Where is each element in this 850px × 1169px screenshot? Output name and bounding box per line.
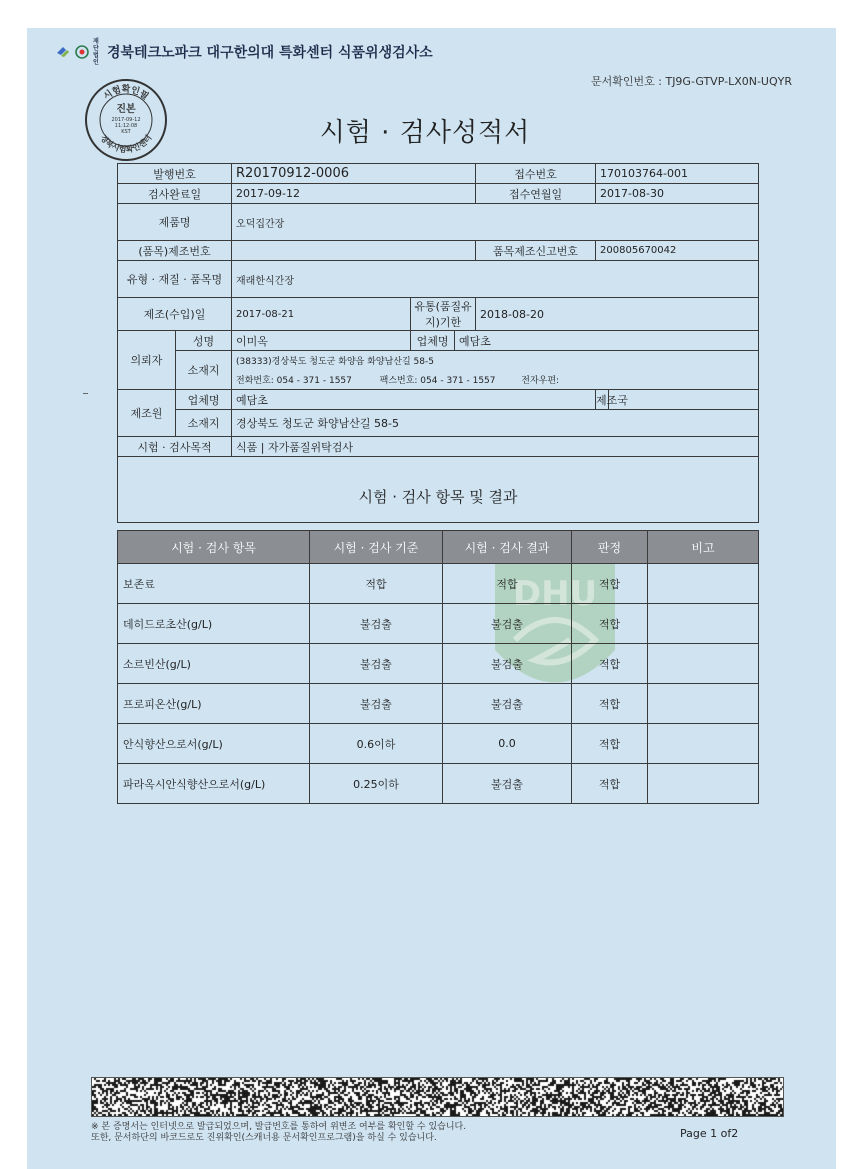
result-standard: 불검출 [310,644,443,684]
result-verdict: 적합 [572,644,648,684]
type-label: 유형 · 재질 · 품목명 [118,261,232,298]
header-standard: 시험 · 검사 기준 [310,531,443,564]
technopark-logo-icon [55,44,71,60]
expiry-label: 유통(품질유지)기한 [411,298,476,331]
margin-mark [83,393,88,394]
product-name-label: 제품명 [118,204,232,241]
table-row [118,724,759,764]
manufacturing-date: 2017-08-21 [232,298,411,331]
table-row [118,684,759,724]
report-number: 200805670042 [596,241,759,261]
stamp-center: 진본 [116,104,136,115]
manufacturing-number-label: (품목)제조번호 [118,241,232,261]
table-row [118,764,759,804]
result-value: 불검출 [443,764,572,804]
maker-company: 예담초 [232,390,596,410]
stamp-time: 11:12:08 [114,123,138,129]
result-value: 불검출 [443,684,572,724]
result-note [648,764,759,804]
info-table [117,163,759,523]
result-item: 파라옥시안식향산으로서(g/L) [118,764,310,804]
header-note: 비고 [648,531,759,564]
organization-name: 경북테크노파크 대구한의대 특화센터 식품위생검사소 [107,45,433,61]
page-header [55,38,433,66]
client-company-label: 업체명 [411,331,455,351]
client-address: (38333)경상북도 청도군 화양읍 화양남산길 58-5 [232,351,759,371]
result-verdict: 적합 [572,724,648,764]
purpose-label: 시험 · 검사목적 [118,437,232,457]
result-item: 보존료 [118,564,310,604]
maker-label: 제조원 [118,390,176,437]
completion-date-label: 검사완료일 [118,184,232,204]
client-company: 예담초 [455,331,759,351]
footer-notice-line-2: 또한, 문서하단의 바코드로도 진위확인(스캐너용 문서확인프로그램)을 하실 수 있습니다. [91,1133,437,1143]
receipt-number-label: 접수번호 [476,164,596,184]
document-title: 시험 · 검사성적서 [319,118,531,148]
result-note [648,604,759,644]
result-verdict: 적합 [572,764,648,804]
client-contact [232,370,759,390]
result-item: 프로피온산(g/L) [118,684,310,724]
result-standard: 불검출 [310,684,443,724]
verification-barcode [91,1077,784,1117]
client-name: 이미옥 [232,331,411,351]
client-fax: 팩스번호: 054 - 371 - 1557 [379,376,496,386]
report-number-label: 품목제조신고번호 [476,241,596,261]
client-address-label: 소재지 [176,351,232,390]
result-value: 0.0 [443,724,572,764]
purpose-value: 식품 | 자가품질위탁검사 [232,437,759,457]
footer-notice [91,1122,466,1144]
table-row [118,644,759,684]
result-value: 불검출 [443,604,572,644]
stamp-zone: KST [121,129,131,135]
manufacturing-number [232,241,476,261]
receipt-date-label: 접수연월일 [476,184,596,204]
maker-address: 경상북도 청도군 화양남산길 58-5 [232,410,759,437]
client-email: 전자우편: [521,376,560,386]
result-note [648,684,759,724]
table-row [118,604,759,644]
client-label: 의뢰자 [118,331,176,390]
maker-company-label: 업체명 [176,390,232,410]
receipt-date: 2017-08-30 [596,184,759,204]
header-result: 시험 · 검사 결과 [443,531,572,564]
footer-notice-line-1: ※ 본 증명서는 인터넷으로 발급되었으며, 발급번호를 통하여 위변조 여부를 확인할 수 있습니다. [91,1122,467,1132]
results-table [117,530,759,804]
document-check-number: 문서확인번호 : TJ9G-GTVP-LX0N-UQYR [591,75,792,88]
result-verdict: 적합 [572,684,648,724]
completion-date: 2017-09-12 [232,184,476,204]
result-value: 불검출 [443,644,572,684]
issue-number-label: 발행번호 [118,164,232,184]
country-value [609,390,759,410]
result-note [648,564,759,604]
results-section-title: 시험 · 검사 항목 및 결과 [118,457,759,523]
expiry-date: 2018-08-20 [476,298,759,331]
result-note [648,724,759,764]
result-item: 소르빈산(g/L) [118,644,310,684]
type-value: 재래한식간장 [232,261,759,298]
country-label: 제조국 [596,390,609,410]
manufacturing-date-label: 제조(수입)일 [118,298,232,331]
product-name: 오덕집간장 [232,204,759,241]
client-phone: 전화번호: 054 - 371 - 1557 [236,376,352,386]
result-note [648,644,759,684]
result-verdict: 적합 [572,564,648,604]
stamp-date: 2017-09-12 [111,117,141,123]
result-verdict: 적합 [572,604,648,644]
receipt-number: 170103764-001 [596,164,759,184]
foundation-tag: 재단 법인 [93,38,99,66]
stamp-arc-top: 시험확인필 [102,85,150,103]
table-row [118,564,759,604]
result-standard: 0.6이하 [310,724,443,764]
stamp-arc-bottom: 경북시험확인센터 [98,133,154,155]
watermark-text: DHU [512,574,598,614]
result-item: 안식향산으로서(g/L) [118,724,310,764]
maker-address-label: 소재지 [176,410,232,437]
svg-text:시험확인필 [101,83,151,102]
header-item: 시험 · 검사 항목 [118,531,310,564]
result-item: 데히드로초산(g/L) [118,604,310,644]
issue-number: R20170912-0006 [232,164,476,184]
result-value: 적합 [443,564,572,604]
emblem-icon [75,45,89,59]
header-verdict: 판정 [572,531,648,564]
result-standard: 0.25이하 [310,764,443,804]
results-header-row [118,531,759,564]
result-standard: 불검출 [310,604,443,644]
client-name-label: 성명 [176,331,232,351]
page-number: Page 1 of2 [680,1127,739,1140]
result-standard: 적합 [310,564,443,604]
